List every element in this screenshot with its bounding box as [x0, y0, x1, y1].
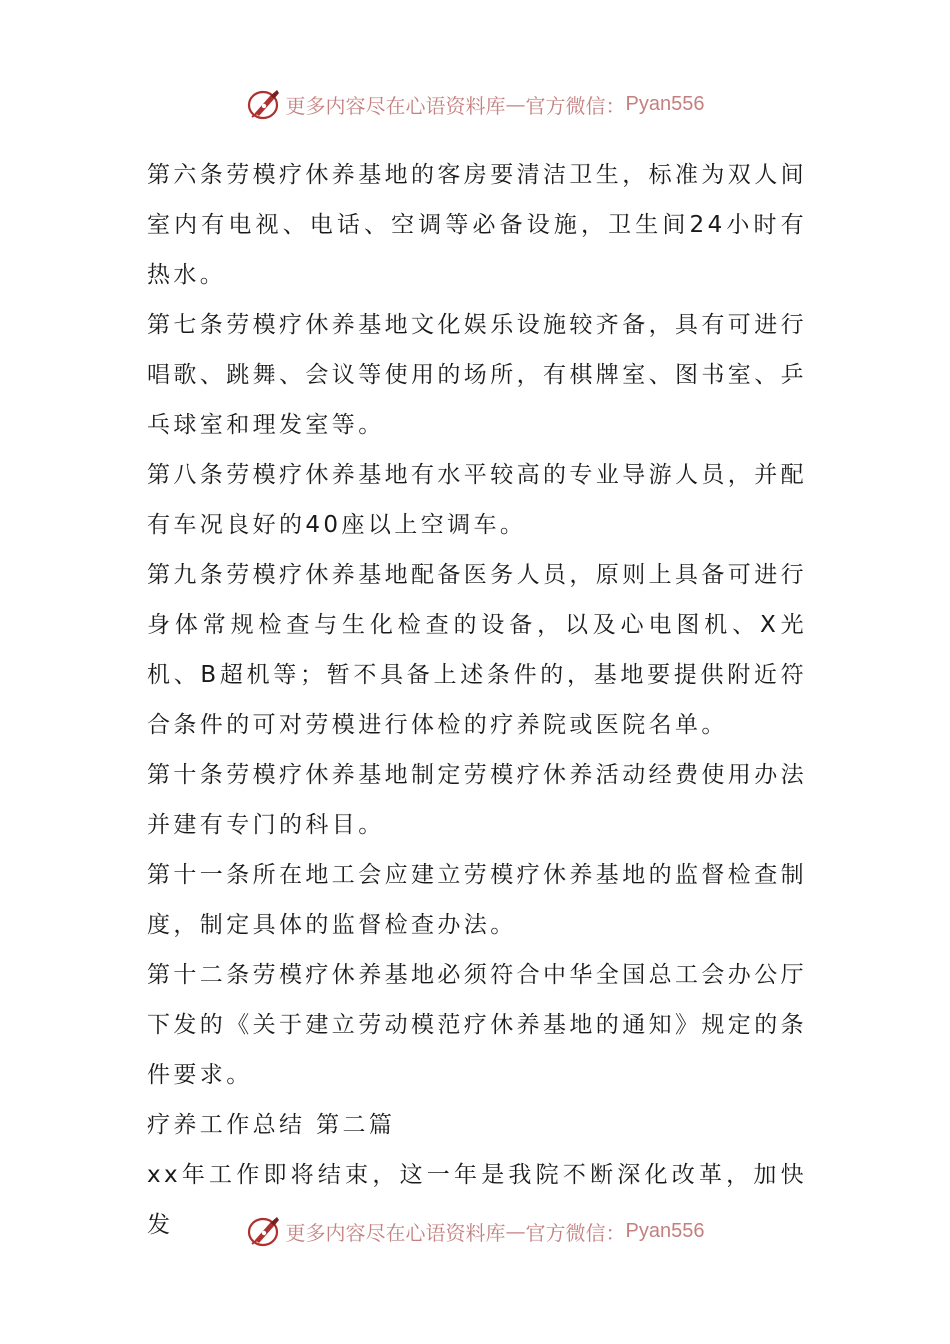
- banner-wechat-label: 官方微信：: [525, 93, 626, 118]
- banner-text: 更多内容尽在心语资料库: [285, 1220, 506, 1245]
- banner-wechat-id: Pyan556: [625, 92, 705, 115]
- section-heading: 疗养工作总结 第二篇: [147, 1112, 396, 1138]
- banner-dash: —: [505, 92, 526, 116]
- banner-wechat-id: Pyan556: [625, 1219, 705, 1242]
- paragraph-article-8: 第八条劳模疗休养基地有水平较高的专业导游人员，并配有车况良好的40座以上空调车。: [147, 462, 807, 538]
- header-banner: [0, 84, 950, 124]
- footer-banner: [0, 1211, 950, 1251]
- banner-wechat-label: 官方微信：: [525, 1220, 626, 1245]
- document-body: [147, 150, 807, 1250]
- pen-nib-logo-icon: [246, 1213, 282, 1249]
- paragraph-intro: xx年工作即将结束，这一年是我院不断深化改革，加快发: [147, 1162, 807, 1238]
- paragraph-article-11: 第十一条所在地工会应建立劳模疗休养基地的监督检查制度，制定具体的监督检查办法。: [147, 862, 807, 938]
- paragraph-article-10: 第十条劳模疗休养基地制定劳模疗休养活动经费使用办法并建有专门的科目。: [147, 762, 807, 838]
- banner-dash: —: [505, 1219, 526, 1243]
- paragraph-article-7: 第七条劳模疗休养基地文化娱乐设施较齐备，具有可进行唱歌、跳舞、会议等使用的场所，有棋牌室、图书室、乒乓球室和理发室等。: [147, 312, 807, 438]
- paragraph-article-6: 第六条劳模疗休养基地的客房要清洁卫生，标准为双人间室内有电视、电话、空调等必备设施，卫生间24小时有热水。: [147, 162, 807, 288]
- pen-nib-logo-icon: [246, 86, 282, 122]
- banner-text: 更多内容尽在心语资料库: [285, 93, 506, 118]
- paragraph-article-12: 第十二条劳模疗休养基地必须符合中华全国总工会办公厅下发的《关于建立劳动模范疗休养基地的通知》规定的条件要求。: [147, 962, 807, 1088]
- paragraph-article-9: 第九条劳模疗休养基地配备医务人员，原则上具备可进行身体常规检查与生化检查的设备，以及心电图机、X光机、B超机等；暂不具备上述条件的，基地要提供附近符合条件的可对劳模进行体检的疗养院或医院名单。: [147, 562, 807, 738]
